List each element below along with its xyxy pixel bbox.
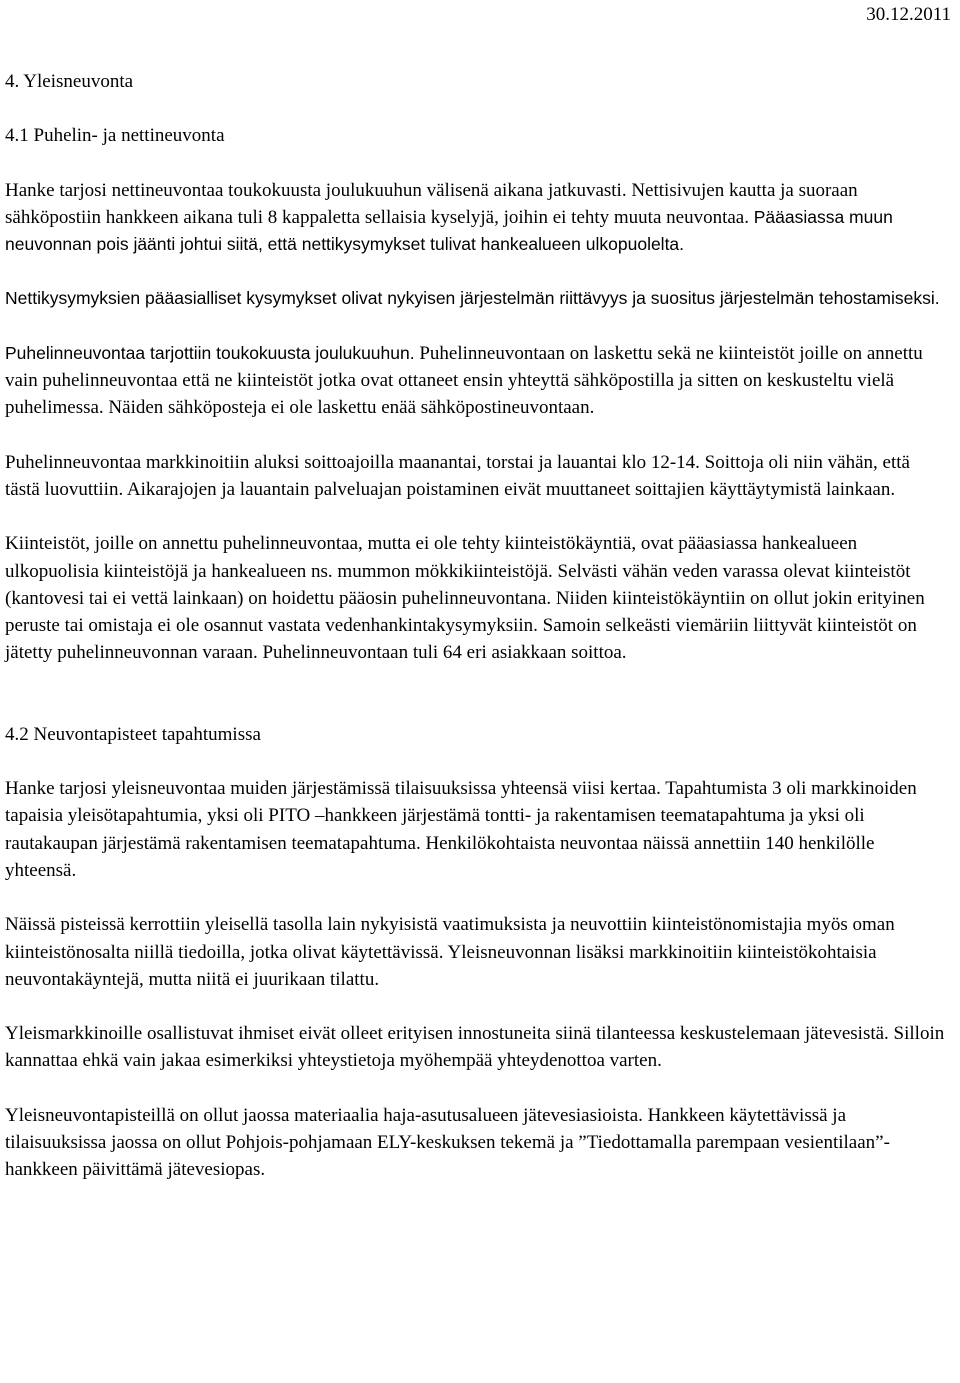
paragraph-phone-advice bbox=[5, 340, 945, 422]
section-heading-4-1: 4.1 Puhelin- ja nettineuvonta bbox=[5, 125, 225, 147]
paragraph-events: Hanke tarjosi yleisneuvontaa muiden järjestämissä tilaisuuksissa yhteensä viisi kertaa. Tapahtumista 3 oli markkinoiden tapaisia yleisötapahtumia, yksi oli PITO –hankkeen järjestämä tontti- ja rakentamisen teematapahtuma ja yksi oli rautakaupan järjestämä rakentamisen teematapahtuma. Henkilökohtaista neuvontaa näissä annettiin 140 henkilölle yhteensä. bbox=[5, 778, 917, 881]
paragraph-phone-advice-lead: Puhelinneuvontaa tarjottiin toukokuusta joulukuuhun. bbox=[5, 342, 415, 363]
document-date: 30.12.2011 bbox=[866, 4, 951, 25]
paragraph-net-advice-reason: Pääasiassa muun neuvonnan pois jäänti johtui siitä, että nettikysymykset tulivat hankealueen ulkopuolelta. bbox=[5, 206, 893, 255]
paragraph-net-questions: Nettikysymyksien pääasialliset kysymykset olivat nykyisen järjestelmän riittävyys ja suositus järjestelmän tehostamiseksi. bbox=[5, 288, 940, 309]
paragraph-phone-advice-text: Puhelinneuvontaan on laskettu sekä ne kiinteistöt joille on annettu vain puhelinneuvontaa että ne kiinteistöt jotka ovat ottaneet ensin yhteyttä sähköpostilla ja sitten on keskusteltu vielä puhelimessa. Näiden sähköposteja ei ole laskettu enää sähköpostineuvontaan. bbox=[5, 342, 923, 419]
paragraph-phone-marketing: Puhelinneuvontaa markkinoitiin aluksi soittoajoilla maanantai, torstai ja lauantai klo 12-14. Soittoja oli niin vähän, että tästä luovuttiin. Aikarajojen ja lauantain palveluajan poistaminen eivät muuttaneet soittajien käyttäytymistä lainkaan. bbox=[5, 451, 910, 500]
paragraph-phone-properties: Kiinteistöt, joille on annettu puhelinneuvontaa, mutta ei ole tehty kiinteistökäyntiä, ovat pääasiassa hankealueen ulkopuolisia kiinteistöjä ja hankealueen ns. mummon mökkikiinteistöjä. Selvästi vähän veden varassa olevat kiinteistöt (kantovesi tai ei vettä lainkaan) on hoidettu pääosin puhelinneuvontana. Niiden kiinteistökäyntiin on ollut jokin erityinen peruste tai omistaja ei ole osannut vastata vedenhankintakysymyksiin. Samoin selkeästi viemäriin liittyvät kiinteistöt on jätetty puhelinneuvonnan varaan. Puhelinneuvontaan tuli 64 eri asiakkaan soittoa. bbox=[5, 533, 925, 664]
section-spacer bbox=[5, 694, 945, 721]
paragraph-net-advice-text: Hanke tarjosi nettineuvontaa toukokuusta joulukuuhun välisenä aikana jatkuvasti. Nettisivujen kautta ja suoraan sähköpostiin hankkeen aikana tuli 8 kappaletta sellaisia kyselyjä, joihin ei tehty muuta neuvontaa. bbox=[5, 179, 858, 228]
section-heading-4: 4. Yleisneuvonta bbox=[5, 71, 134, 92]
paragraph-net-advice bbox=[5, 177, 945, 259]
section-heading-4-2: 4.2 Neuvontapisteet tapahtumissa bbox=[5, 723, 261, 745]
paragraph-event-points: Näissä pisteissä kerrottiin yleisellä tasolla lain nykyisistä vaatimuksista ja neuvottiin kiinteistönomistajia myös oman kiinteistönosalta niillä tiedoilla, jotka olivat käytettävissä. Yleisneuvonnan lisäksi markkinoitiin kiinteistökohtaisia neuvontakäyntejä, mutta niitä ei juurikaan tilattu. bbox=[5, 914, 895, 990]
paragraph-general-markets: Yleismarkkinoille osallistuvat ihmiset eivät olleet erityisen innostuneita siinä tilanteessa keskustelemaan jätevesistä. Silloin kannattaa ehkä vain jakaa esimerkiksi yhteystietoja myöhempää yhteydenottoa varten. bbox=[5, 1023, 945, 1072]
document-body bbox=[5, 68, 945, 1211]
paragraph-materials: Yleisneuvontapisteillä on ollut jaossa materiaalia haja-asutusalueen jätevesiasioista. Hankkeen käytettävissä ja tilaisuuksissa jaossa on ollut Pohjois-pohjamaan ELY-keskuksen tekemä ja ”Tiedottamalla parempaan vesientilaan”-hankkeen päivittämä jätevesiopas. bbox=[5, 1104, 890, 1181]
